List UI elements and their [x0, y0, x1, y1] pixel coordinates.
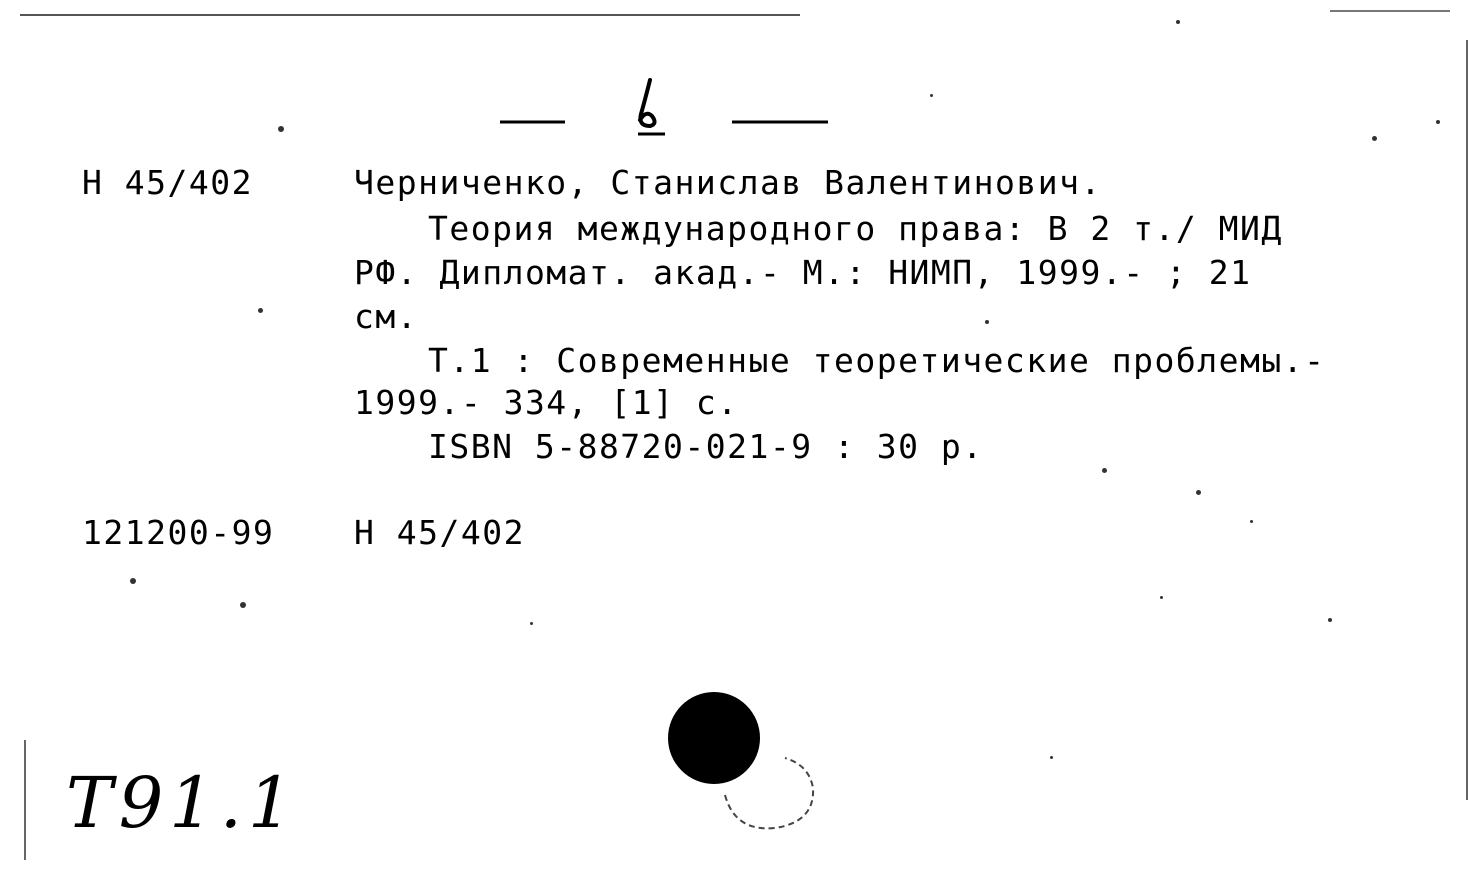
page-number	[500, 70, 830, 140]
speck	[930, 94, 933, 97]
speck	[1160, 596, 1163, 599]
title-line-1: Теория международного права: В 2 т./ МИД	[428, 209, 1283, 248]
inventory-number: 121200-99	[82, 513, 275, 552]
speck	[1196, 490, 1201, 495]
top-border	[20, 14, 800, 16]
isbn-line: ISBN 5-88720-021-9 : 30 р.	[428, 427, 984, 466]
page-number-text: 1	[500, 70, 501, 71]
volume-line-1: Т.1 : Современные теоретические проблемы.-	[428, 341, 1326, 380]
shelf-mark-repeat: Н 45/402	[354, 513, 525, 552]
title-line-2: РФ. Дипломат. акад.- М.: НИМП, 1999.- ; 21	[354, 253, 1252, 292]
speck	[1176, 20, 1180, 24]
speck	[1372, 136, 1377, 141]
speck	[130, 578, 136, 584]
right-border	[1466, 40, 1468, 800]
title-line-3: см.	[354, 297, 419, 336]
speck	[278, 126, 284, 132]
left-border	[24, 740, 26, 860]
speck	[240, 602, 246, 608]
speck	[1250, 520, 1253, 523]
shelf-mark: Н 45/402	[82, 163, 253, 202]
volume-line-2: 1999.- 334, [1] с.	[354, 383, 739, 422]
speck	[985, 320, 989, 324]
author-heading: Черниченко, Станислав Валентинович.	[354, 163, 1102, 202]
top-border-right	[1330, 10, 1450, 12]
speck	[530, 622, 533, 625]
speck	[1436, 120, 1440, 124]
punch-hole-shadow	[715, 740, 825, 840]
speck	[1328, 618, 1332, 622]
speck	[258, 308, 263, 313]
speck	[1102, 468, 1107, 473]
handwritten-note: Т91.1	[66, 762, 299, 844]
speck	[1050, 756, 1053, 759]
